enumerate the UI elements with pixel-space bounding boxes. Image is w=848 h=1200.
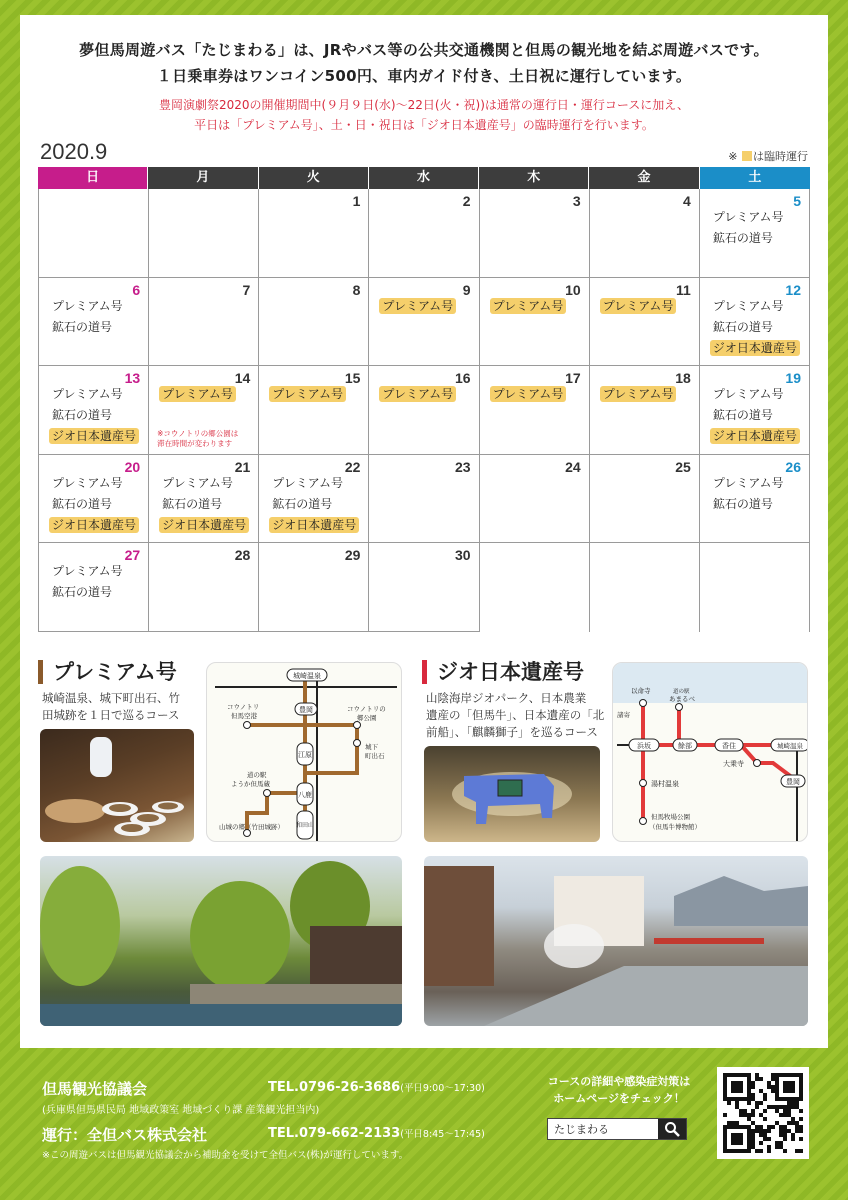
day-bus-list: [49, 475, 139, 533]
org-name-2: 運行：全但バス株式会社: [42, 1126, 208, 1144]
label-bokujo-1: 但馬牧場公園: [651, 813, 690, 821]
river: [484, 966, 808, 1026]
day-bus-list: [49, 298, 126, 335]
day-number: 18: [675, 370, 691, 386]
label-izushi-2: 町出石: [365, 752, 385, 760]
sake-bottle: [90, 737, 112, 777]
label-yoka: 八鹿: [298, 791, 312, 799]
calendar-day-cell: [259, 366, 369, 455]
calendar-day-cell: [369, 189, 479, 278]
bus-service-label: プレミアム号: [52, 475, 123, 490]
day-number: 30: [454, 547, 471, 563]
day-number: 1: [352, 193, 361, 209]
website-cta: [534, 1073, 704, 1107]
geo-desc: [422, 690, 612, 741]
day-number: 2: [462, 193, 471, 209]
stop-amarube: [676, 704, 683, 711]
yumura-onsen-photo: [424, 856, 808, 1026]
label-airport-2: 但馬空港: [231, 712, 257, 720]
day-bus-list: [49, 563, 126, 600]
geo-route-map: [612, 662, 808, 842]
org-sub-1: (兵庫県但馬県民局 地域政策室 地域づくり課 産業観光担当内): [42, 1105, 320, 1116]
label-park-2: 郷公園: [357, 714, 377, 722]
day-number: 5: [793, 193, 801, 209]
day-number: 16: [454, 370, 471, 386]
label-izushi-1: 城下: [365, 743, 378, 751]
day-number: 9: [462, 281, 471, 298]
premium-title: プレミアム号: [38, 660, 228, 684]
day-number: 14: [234, 370, 251, 386]
org-name-1: 但馬観光協議会: [42, 1080, 148, 1098]
label-michinoeki-2: ようか但馬蔵: [231, 780, 270, 788]
soba-noodles: [121, 824, 143, 832]
bus-service-label: 鉱石の道号: [272, 496, 333, 511]
calendar-day-cell: [259, 455, 369, 544]
bus-service-label: プレミアム号: [712, 210, 784, 224]
premium-section: [38, 660, 228, 724]
bus-service-label: プレミアム号: [52, 298, 123, 313]
label-moroyose: 諸寄: [617, 711, 630, 719]
bus-service-label: プレミアム号: [52, 387, 123, 401]
cow-photo-art: [424, 746, 600, 842]
label-wadayama: 和田山: [295, 822, 315, 829]
special-bus-badge: プレミアム号: [159, 386, 236, 402]
premium-desc-1: 城崎温泉、城下町出石、竹: [42, 691, 180, 705]
label-park-1: コウノトリの: [347, 705, 386, 713]
bus-service-label: 鉱石の道号: [52, 585, 113, 599]
label-amarube-2: あまるべ: [669, 695, 695, 703]
day-number: 17: [565, 370, 581, 386]
calendar-day-cell: [480, 366, 590, 455]
calendar-day-cell: [39, 455, 149, 544]
label-ezu: 江原: [298, 751, 312, 759]
special-bus-badge: ジオ日本遺産号: [49, 517, 139, 533]
tel-hours-2: (平日8:45～17:45): [400, 1129, 485, 1140]
calendar-day-cell: [259, 189, 369, 278]
tel-number-2: TEL.079-662-2133: [268, 1126, 401, 1141]
main-panel: [20, 15, 828, 1048]
bus-service-label: 鉱石の道号: [712, 408, 773, 422]
day-bus-list: [379, 386, 456, 402]
label-takeda: 山城の郷（竹田城跡）: [219, 823, 284, 831]
highlight-swatch: [742, 151, 752, 161]
day-bus-list: [159, 386, 236, 402]
day-bus-list: [710, 209, 787, 246]
weekday-5: 金: [589, 167, 699, 189]
special-bus-badge: ジオ日本遺産号: [49, 428, 139, 444]
soba-photo-art: [40, 729, 194, 842]
legend-note-mark: ※: [728, 150, 738, 163]
yumura-photo-art: [424, 856, 808, 1026]
geo-desc-3: 前船」、「麒麟獅子」を巡るコース: [426, 725, 598, 739]
intro-line-1: 夢但馬周遊バス「たじまわる」は、JRやバス等の公共交通機関と但馬の観光地を結ぶ周遊バスです。: [79, 41, 769, 59]
calendar-day-cell: [259, 543, 369, 632]
stop-michinoeki: [264, 790, 271, 797]
willow-tree: [190, 881, 290, 991]
day-number: 10: [565, 281, 581, 298]
special-bus-badge: プレミアム号: [490, 386, 567, 402]
day-number: 15: [344, 370, 361, 386]
day-bus-list: [710, 386, 800, 444]
calendar-day-cell: [590, 278, 700, 367]
day-number: 3: [572, 193, 581, 209]
premium-desc: [38, 690, 228, 724]
bus-service-label: 鉱石の道号: [52, 496, 113, 511]
building: [424, 866, 494, 986]
special-bus-badge: ジオ日本遺産号: [710, 428, 800, 444]
legend-note-text: は臨時運行: [753, 150, 808, 163]
label-daijoji: 大乗寺: [723, 760, 744, 768]
calendar-day-cell: [149, 366, 259, 455]
weekday-0: 日: [38, 167, 148, 189]
day-bus-list: [600, 298, 677, 314]
day-number: 21: [234, 458, 251, 475]
calendar-day-cell: [700, 189, 810, 278]
calendar-day-cell: [369, 455, 479, 544]
special-bus-badge: プレミアム号: [379, 298, 456, 314]
bus-service-label: 鉱石の道号: [712, 319, 773, 334]
day-number: 20: [124, 458, 141, 475]
label-amarube-1: 道の駅: [673, 689, 690, 695]
stop-yumura: [640, 780, 647, 787]
geo-section: [422, 660, 612, 741]
day-bus-list: [600, 386, 677, 402]
weekday-1: 月: [148, 167, 258, 189]
stop-daijoji: [754, 760, 761, 767]
river: [40, 1004, 402, 1026]
geo-desc-2: 遺産の「但馬牛」、日本遺産の「北: [426, 708, 605, 722]
stop-izushi: [354, 740, 361, 747]
bus-service-label: 鉱石の道号: [712, 231, 773, 245]
day-number: 27: [124, 547, 141, 563]
festival-notice-1: 豊岡演劇祭2020の開催期間中(９月９日(水)～22日(火・祝))は通常の運行日・運行コースに加え、: [158, 98, 690, 112]
qr-code-graphic: [723, 1073, 803, 1153]
calendar-day-cell: [700, 366, 810, 455]
calendar-day-cell: [149, 543, 259, 632]
qr-code[interactable]: [717, 1067, 809, 1159]
label-michinoeki-1: 道の駅: [247, 771, 267, 779]
day-number: 7: [242, 281, 251, 298]
day-number: 24: [565, 458, 581, 475]
premium-desc-2: 田城跡を１日で巡るコース: [42, 708, 180, 722]
calendar-day-cell: [700, 543, 810, 632]
calendar-day-cell: [39, 189, 149, 278]
org-tel-2: [268, 1126, 485, 1141]
stop-bokujo: [640, 818, 647, 825]
calendar-day-cell: [590, 455, 700, 544]
calendar-day-cell: [480, 278, 590, 367]
day-bus-list: [710, 475, 787, 512]
calendar-day-cell: [590, 366, 700, 455]
special-bus-badge: プレミアム号: [600, 386, 677, 402]
bus-service-label: プレミアム号: [712, 387, 784, 401]
day-number: 28: [234, 547, 251, 563]
day-number: 8: [352, 281, 361, 298]
calendar-grid: [38, 189, 810, 632]
mountain: [674, 876, 808, 926]
special-bus-badge: ジオ日本遺産号: [269, 517, 359, 533]
subsidy-note: ※この周遊バスは但馬観光協議会から補助金を受けて全但バス(株)が運行しています。: [42, 1150, 409, 1161]
special-bus-badge: プレミアム号: [379, 386, 456, 402]
bus-service-label: 鉱石の道号: [162, 496, 223, 511]
label-kasumi: 香住: [722, 742, 736, 750]
label-amarube-station: 餘部: [678, 742, 692, 750]
legend-note: [728, 148, 808, 164]
weekday-6: 土: [700, 167, 810, 189]
search-button[interactable]: [658, 1119, 686, 1139]
stop-imago: [640, 700, 647, 707]
willow-tree: [40, 866, 120, 986]
stone-wall: [190, 984, 402, 1004]
red-bridge: [654, 938, 764, 944]
day-number: 26: [785, 458, 801, 475]
tel-number-1: TEL.0796-26-3686: [268, 1080, 401, 1095]
day-number: 11: [676, 281, 691, 298]
bus-service-label: プレミアム号: [52, 564, 123, 578]
soba-photo: [40, 729, 194, 842]
day-bus-list: [49, 386, 139, 444]
label-kinosaki: 城崎温泉: [777, 742, 803, 750]
stop-airport: [244, 722, 251, 729]
calendar-day-cell: [590, 543, 700, 632]
stop-park: [354, 722, 361, 729]
calendar-day-cell: [480, 455, 590, 544]
label-toyooka: 豊岡: [299, 706, 313, 714]
cow-museum-photo: [424, 746, 600, 842]
bus-service-label: プレミアム号: [712, 475, 784, 490]
bus-service-label: 鉱石の道号: [52, 408, 113, 422]
day-number: 6: [132, 281, 141, 298]
bus-service-label: プレミアム号: [272, 475, 343, 490]
search-box[interactable]: [547, 1118, 687, 1140]
day-bus-list: [490, 386, 567, 402]
tel-hours-1: (平日9:00～17:30): [400, 1083, 485, 1094]
park-notice-line-1: ※コウノトリの郷公園は: [157, 429, 239, 438]
calendar: [38, 167, 810, 632]
day-bus-list: [269, 475, 359, 533]
label-airport-1: コウノトリ: [227, 703, 260, 711]
day-bus-list: [490, 298, 567, 314]
intro-line-2: １日乗車券はワンコイン500円、車内ガイド付き、土日祝に運行しています。: [156, 67, 692, 85]
day-number: 25: [675, 458, 691, 475]
bus-service-label: プレミアム号: [162, 475, 233, 490]
day-number: 29: [344, 547, 361, 563]
calendar-day-cell: [369, 278, 479, 367]
bus-service-label: プレミアム号: [712, 298, 784, 313]
calendar-month: 2020.9: [40, 139, 108, 164]
geo-desc-1: 山陰海岸ジオパーク、日本農業: [426, 691, 587, 705]
cta-line-2: ホームページをチェック！: [553, 1092, 685, 1105]
kinosaki-photo-art: [40, 856, 402, 1026]
special-bus-badge: プレミアム号: [490, 298, 567, 314]
calendar-day-cell: [700, 455, 810, 544]
bus-service-label: 鉱石の道号: [52, 319, 113, 334]
special-bus-badge: ジオ日本遺産号: [710, 340, 800, 356]
geo-map-svg: [613, 663, 808, 842]
calendar-day-cell: [480, 543, 590, 632]
label-toyooka: 豊岡: [786, 778, 800, 786]
org-tel-1: [268, 1080, 485, 1095]
calendar-day-cell: [369, 543, 479, 632]
calendar-day-cell: [700, 278, 810, 367]
label-bokujo-2: （但馬牛博物館）: [649, 823, 701, 831]
calendar-day-cell: [590, 189, 700, 278]
day-number: 19: [785, 370, 801, 386]
weekday-2: 火: [259, 167, 369, 189]
geo-route: [643, 703, 797, 821]
intro: [20, 37, 828, 135]
soba-noodles: [109, 804, 131, 812]
park-notice-line-2: 滞在時間が変わります: [157, 439, 233, 448]
premium-route-map: [206, 662, 402, 842]
special-bus-badge: プレミアム号: [269, 386, 346, 402]
premium-map-svg: [207, 663, 402, 842]
calendar-day-cell: [149, 455, 259, 544]
bus-service-label: 鉱石の道号: [712, 496, 773, 511]
steam: [544, 924, 604, 968]
cta-line-1: コースの詳細や感染症対策は: [547, 1075, 691, 1088]
day-number: 13: [124, 370, 141, 386]
kinosaki-river-photo: [40, 856, 402, 1026]
special-bus-badge: プレミアム号: [600, 298, 677, 314]
calendar-day-cell: [149, 189, 259, 278]
weekday-3: 水: [369, 167, 479, 189]
label-kinosaki: 城崎温泉: [293, 672, 321, 680]
soba-noodles: [158, 803, 178, 810]
search-text: たじまわる: [554, 1123, 609, 1136]
calendar-day-cell: [39, 543, 149, 632]
park-notice: [157, 429, 238, 449]
day-bus-list: [269, 386, 346, 402]
geo-title: ジオ日本遺産号: [422, 660, 612, 684]
soba-noodles: [137, 814, 159, 822]
day-number: 4: [683, 193, 691, 209]
calendar-day-cell: [480, 189, 590, 278]
weekday-header: [38, 167, 810, 189]
calendar-day-cell: [39, 278, 149, 367]
calendar-day-cell: [149, 278, 259, 367]
label-yumura: 湯村温泉: [651, 780, 679, 788]
cow-screen: [498, 780, 522, 796]
calendar-day-cell: [39, 366, 149, 455]
day-bus-list: [159, 475, 249, 533]
tray: [45, 799, 105, 823]
label-imago: 以命寺: [631, 687, 651, 695]
sea: [613, 663, 808, 703]
label-hamasaka: 浜坂: [637, 742, 651, 750]
day-number: 12: [785, 281, 801, 298]
day-bus-list: [379, 298, 456, 314]
calendar-day-cell: [259, 278, 369, 367]
day-number: 23: [454, 458, 471, 475]
festival-notice-2: 平日は「プレミアム号」、土・日・祝日は「ジオ日本遺産号」の臨時運行を行います。: [194, 118, 654, 132]
special-bus-badge: ジオ日本遺産号: [159, 517, 249, 533]
day-number: 22: [344, 458, 361, 475]
calendar-day-cell: [369, 366, 479, 455]
weekday-4: 木: [479, 167, 589, 189]
search-icon: [664, 1121, 680, 1137]
day-bus-list: [710, 298, 800, 356]
